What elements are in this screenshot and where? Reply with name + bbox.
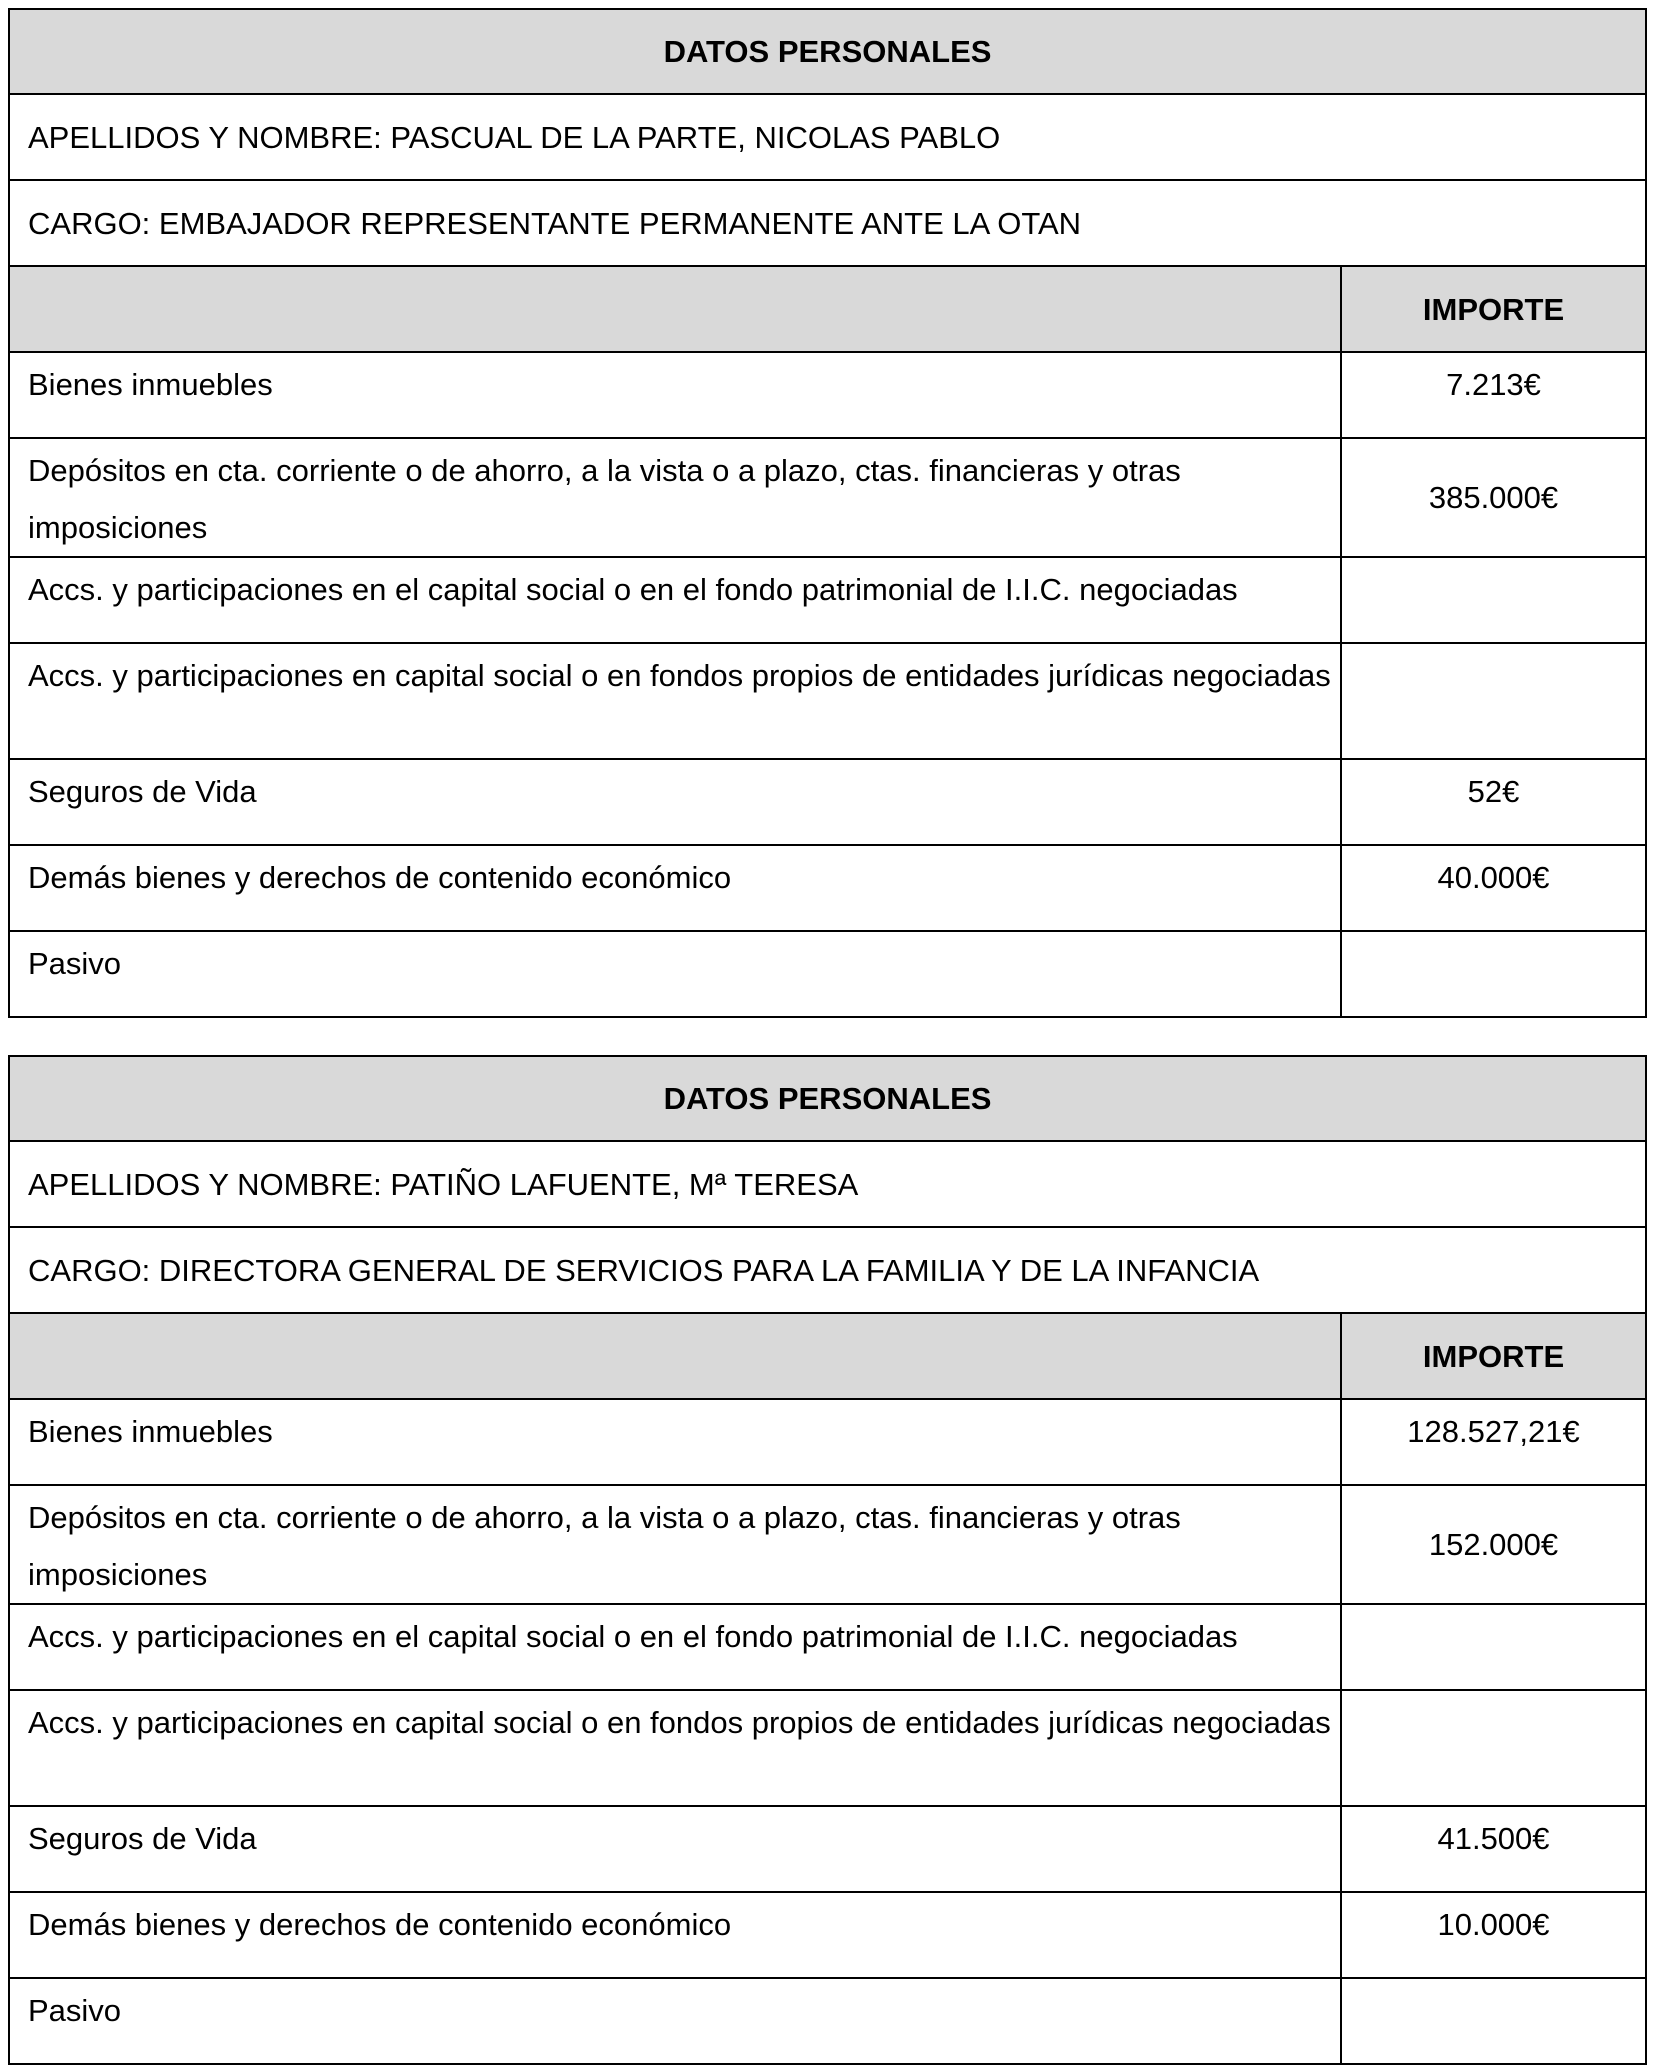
asset-amount: [1341, 1604, 1646, 1690]
table-row: [9, 352, 1646, 438]
asset-label: [9, 759, 1341, 845]
asset-label-text: Depósitos en cta. corriente o de ahorro, a la vista o a plazo, ctas. financieras y otras imposiciones: [28, 1500, 1181, 1592]
label-column-header: [9, 266, 1341, 352]
asset-amount: [1341, 931, 1646, 1017]
asset-label: [9, 643, 1341, 759]
table-row: [9, 643, 1646, 759]
table-row: [9, 1399, 1646, 1485]
asset-amount-text: 52€: [1467, 774, 1520, 809]
asset-label: [9, 1399, 1341, 1485]
asset-label: [9, 931, 1341, 1017]
table-row: [9, 845, 1646, 931]
asset-label-text: Accs. y participaciones en capital social o en fondos propios de entidades jurídicas negociadas: [28, 1705, 1331, 1740]
section-title: DATOS PERSONALES: [9, 1056, 1646, 1141]
position-title: CARGO: EMBAJADOR REPRESENTANTE PERMANENTE ANTE LA OTAN: [9, 180, 1646, 266]
amount-column-header: IMPORTE: [1341, 1313, 1646, 1399]
position-title: CARGO: DIRECTORA GENERAL DE SERVICIOS PARA LA FAMILIA Y DE LA INFANCIA: [9, 1227, 1646, 1313]
asset-label-text: Accs. y participaciones en el capital social o en el fondo patrimonial de I.I.C. negociadas: [28, 1619, 1238, 1654]
asset-label-text: Pasivo: [28, 1993, 122, 2028]
asset-label: [9, 1604, 1341, 1690]
asset-label: [9, 352, 1341, 438]
table-row: [9, 1485, 1646, 1604]
asset-amount: [1341, 1892, 1646, 1978]
column-header-row: [9, 1313, 1646, 1399]
asset-amount: [1341, 643, 1646, 759]
asset-label-text: Bienes inmuebles: [28, 367, 273, 402]
asset-label-text: Pasivo: [28, 946, 122, 981]
asset-amount-text: [1342, 558, 1645, 561]
table-row: [9, 759, 1646, 845]
asset-amount-text: 7.213€: [1446, 367, 1541, 402]
table-row: [9, 931, 1646, 1017]
asset-label: [9, 1806, 1341, 1892]
table-row: [9, 557, 1646, 643]
table-row: [9, 438, 1646, 557]
asset-label-text: Accs. y participaciones en el capital social o en el fondo patrimonial de I.I.C. negociadas: [28, 572, 1238, 607]
table-row: [9, 1806, 1646, 1892]
column-header-row: [9, 266, 1646, 352]
asset-label: [9, 1485, 1341, 1604]
asset-label: [9, 557, 1341, 643]
name-row: [9, 1141, 1646, 1227]
asset-amount-text: 40.000€: [1437, 860, 1550, 895]
position-row: [9, 1227, 1646, 1313]
asset-amount-text: 41.500€: [1437, 1821, 1550, 1856]
asset-label: [9, 1690, 1341, 1806]
label-column-header: [9, 1313, 1341, 1399]
section-title-row: [9, 9, 1646, 94]
asset-amount: [1341, 557, 1646, 643]
asset-declaration-table-1: [8, 8, 1647, 1018]
asset-amount: 385.000€: [1341, 438, 1646, 557]
asset-amount: [1341, 759, 1646, 845]
table-row: [9, 1892, 1646, 1978]
asset-amount-text: [1342, 1979, 1645, 1982]
asset-amount: [1341, 845, 1646, 931]
asset-label: [9, 1978, 1341, 2064]
asset-amount: [1341, 1978, 1646, 2064]
asset-amount-text: 10.000€: [1437, 1907, 1550, 1942]
asset-amount-text: [1342, 1605, 1645, 1608]
section-title: DATOS PERSONALES: [9, 9, 1646, 94]
table-row: [9, 1604, 1646, 1690]
position-row: [9, 180, 1646, 266]
asset-amount: [1341, 1806, 1646, 1892]
asset-label-text: Bienes inmuebles: [28, 1414, 273, 1449]
asset-amount-text: [1342, 932, 1645, 935]
asset-amount: [1341, 1399, 1646, 1485]
section-title-row: [9, 1056, 1646, 1141]
asset-label-text: Depósitos en cta. corriente o de ahorro, a la vista o a plazo, ctas. financieras y otras imposiciones: [28, 453, 1181, 545]
asset-amount-text: 128.527,21€: [1407, 1414, 1580, 1449]
name-row: [9, 94, 1646, 180]
asset-label: [9, 438, 1341, 557]
asset-amount: 152.000€: [1341, 1485, 1646, 1604]
asset-label: [9, 1892, 1341, 1978]
table-row: [9, 1690, 1646, 1806]
asset-label: [9, 845, 1341, 931]
asset-label-text: Seguros de Vida: [28, 774, 257, 809]
amount-column-header: IMPORTE: [1341, 266, 1646, 352]
full-name: APELLIDOS Y NOMBRE: PATIÑO LAFUENTE, Mª TERESA: [9, 1141, 1646, 1227]
table-row: [9, 1978, 1646, 2064]
asset-label-text: Seguros de Vida: [28, 1821, 257, 1856]
asset-amount: [1341, 1690, 1646, 1806]
asset-label-text: Accs. y participaciones en capital social o en fondos propios de entidades jurídicas negociadas: [28, 658, 1331, 693]
asset-amount: [1341, 352, 1646, 438]
asset-declaration-table-2: [8, 1055, 1647, 2065]
asset-label-text: Demás bienes y derechos de contenido económico: [28, 1907, 732, 1942]
full-name: APELLIDOS Y NOMBRE: PASCUAL DE LA PARTE, NICOLAS PABLO: [9, 94, 1646, 180]
asset-label-text: Demás bienes y derechos de contenido económico: [28, 860, 732, 895]
